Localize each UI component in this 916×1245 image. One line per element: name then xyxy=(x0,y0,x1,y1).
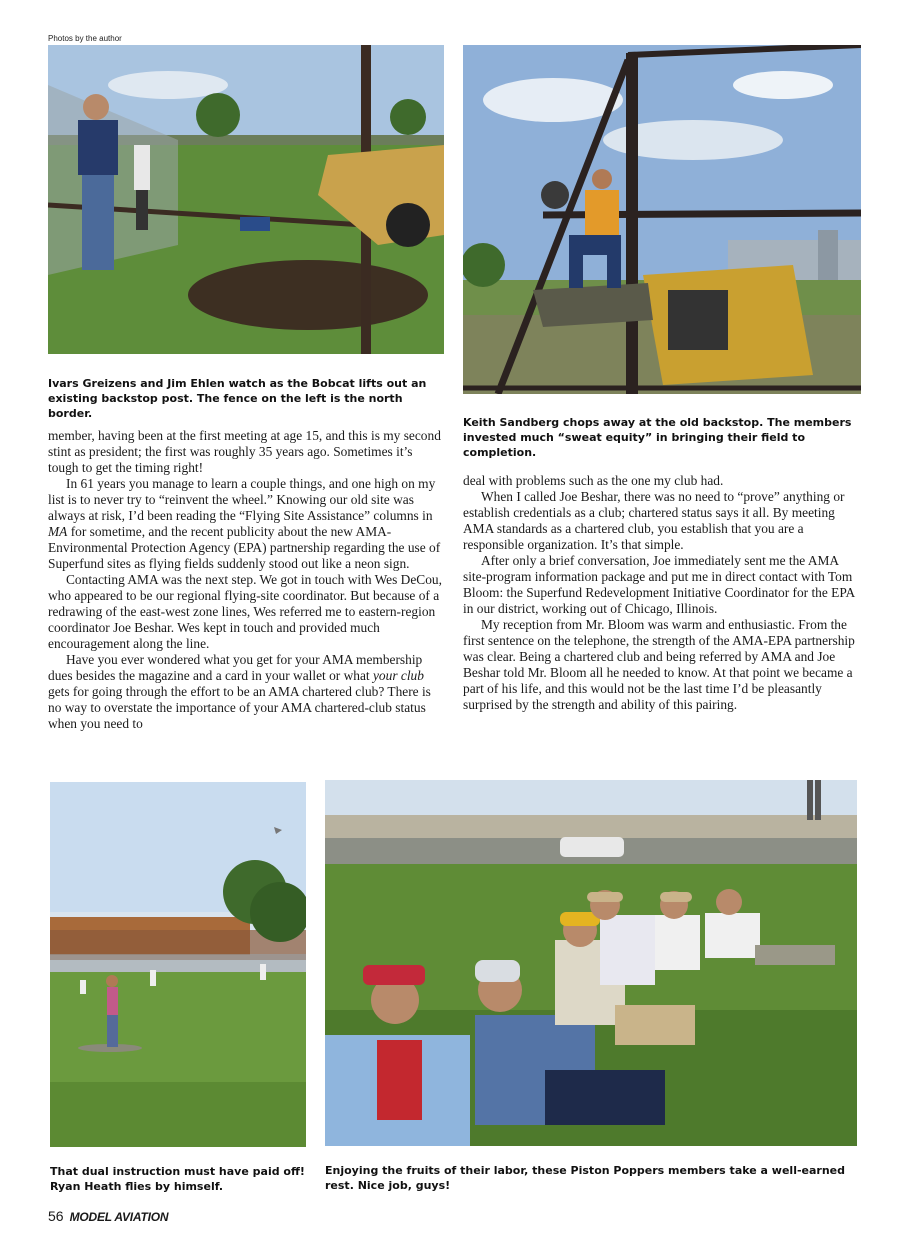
page-number: 56 xyxy=(48,1208,64,1224)
photo-bobcat-post-removal xyxy=(48,45,444,354)
photo-credit: Photos by the author xyxy=(48,34,122,43)
page-folio xyxy=(48,1208,168,1224)
paragraph: In 61 years you manage to learn a couple things, and one high on my list is to never try to “reinvent the wheel.” Knowing our old site was always at risk, I’d been reading the “Flying Site Assistance” columns in MA for sometime, and the recent publicity about the new AMA-Environmental Protection Agency (EPA) partnership regarding the use of Superfund sites as flying fields suddenly stood out like a neon sign. xyxy=(48,476,441,571)
caption-members-photo: Enjoying the fruits of their labor, these Piston Poppers members take a well-earned rest. Nice job, guys! xyxy=(325,1164,846,1192)
caption-bobcat-photo: Ivars Greizens and Jim Ehlen watch as the Bobcat lifts out an existing backstop post. The fence on the left is the north border. xyxy=(48,377,427,420)
paragraph: When I called Joe Beshar, there was no need to “prove” anything or establish credentials as a club; chartered status says it all. By meeting AMA standards as a chartered club, you establish that you are a responsible organization. It’s that simple. xyxy=(463,489,845,552)
caption-ryan-heath-photo: That dual instruction must have paid off! Ryan Heath flies by himself. xyxy=(50,1165,305,1193)
paragraph: member, having been at the first meeting at age 15, and this is my second stint as president; the first was roughly 35 years ago. Sometimes it’s tough to get the timing right! xyxy=(48,428,441,475)
photo-ryan-heath-flying xyxy=(50,782,306,1147)
body-column-left xyxy=(48,428,446,732)
caption-backstop-photo: Keith Sandberg chops away at the old backstop. The members invested much “sweat equity” in bringing their field to completion. xyxy=(463,416,852,459)
paragraph: My reception from Mr. Bloom was warm and enthusiastic. From the first sentence on the telephone, the strength of the AMA-EPA partnership was clear. Being a chartered club and being referred by AMA and Joe Beshar told Mr. Bloom all he needed to know. At that point we became a part of his life, and this would not be the last time I’d be pleasantly surprised by the strength and ability of this pairing. xyxy=(463,617,855,712)
photo-members-resting xyxy=(325,780,857,1146)
magazine-name: MODEL AVIATION xyxy=(69,1210,169,1224)
paragraph: After only a brief conversation, Joe immediately sent me the AMA site-program information package and put me in direct contact with Tom Bloom: the Superfund Redevelopment Initiative Coordinator for the EPA in our district, working out of Chicago, Illinois. xyxy=(463,553,855,616)
paragraph: deal with problems such as the one my club had. xyxy=(463,473,724,488)
photo-backstop-chopping xyxy=(463,45,861,394)
paragraph: Contacting AMA was the next step. We got in touch with Wes DeCou, who appeared to be our regional flying-site coordinator. But because of a redrawing of the east-west zone lines, Wes referred me to eastern-region coordinator Joe Beshar. Wes kept in touch and provided much encouragement along the line. xyxy=(48,572,442,651)
paragraph: Have you ever wondered what you get for your AMA membership dues besides the magazine and a card in your wallet or what your club gets for going through the effort to be an AMA chartered club? There is no way to overstate the importance of your AMA chartered-club status when you need to xyxy=(48,652,431,731)
body-column-right xyxy=(463,473,861,713)
